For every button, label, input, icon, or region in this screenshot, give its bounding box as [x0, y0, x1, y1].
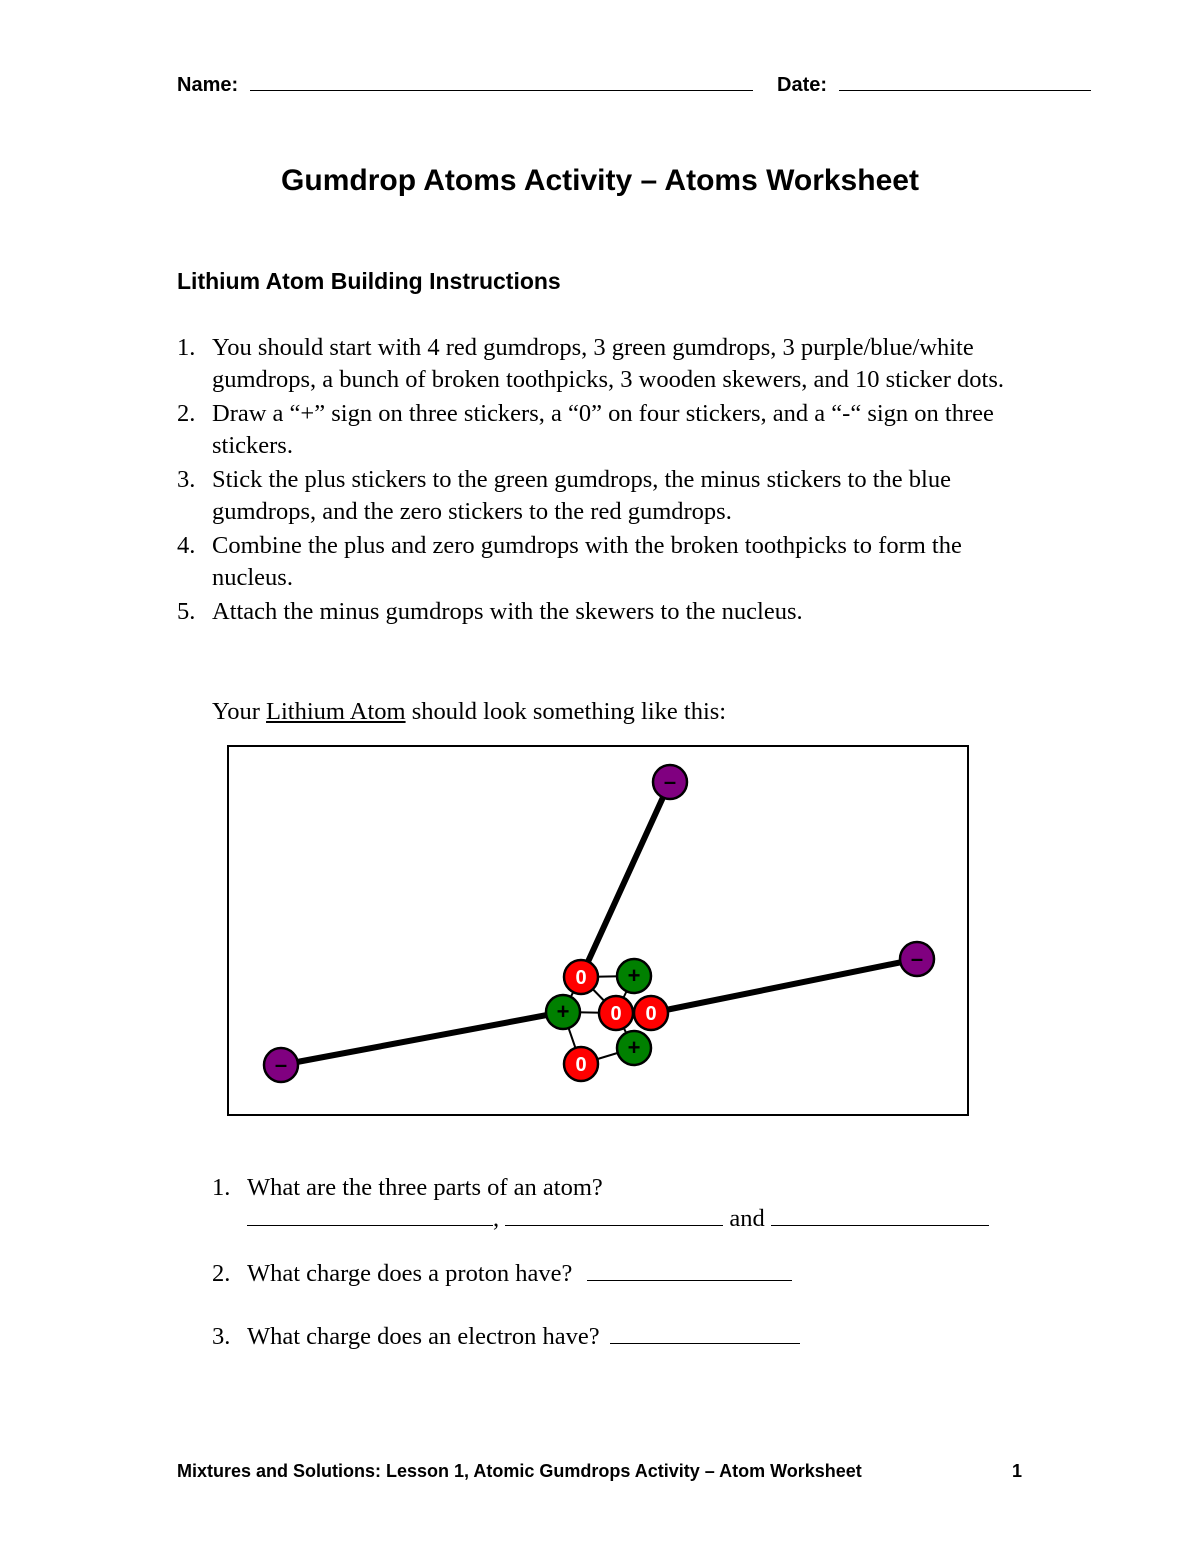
electron-sign: –	[910, 946, 924, 971]
electron-sign: –	[274, 1052, 288, 1077]
question-1: 1. What are the three parts of an atom?	[212, 1174, 603, 1201]
section-heading: Lithium Atom Building Instructions	[177, 268, 561, 294]
date-label: Date:	[777, 74, 828, 96]
page-title: Gumdrop Atoms Activity – Atoms Worksheet	[281, 164, 919, 197]
proton-gumdrop	[617, 959, 651, 993]
answer-blank-1c[interactable]	[771, 1205, 989, 1226]
electron-gumdrop	[653, 765, 687, 799]
answer-blank-2[interactable]	[587, 1260, 792, 1281]
neutron-gumdrop	[564, 1047, 598, 1081]
name-label: Name:	[177, 74, 239, 96]
neutron-sign: 0	[575, 1054, 587, 1076]
list-item: 1. You should start with 4 red gumdrops, 3 green gumdrops, 3 purple/blue/white gumdrops, a bunch of broken toothpicks, 3 wooden skewers, and 10 sticker dots.	[177, 334, 1005, 393]
neutron-sign: 0	[645, 1003, 657, 1025]
neutron-gumdrop	[634, 996, 668, 1030]
page-footer: Mixtures and Solutions: Lesson 1, Atomic Gumdrops Activity – Atom Worksheet	[177, 1461, 862, 1481]
neutron-sign: 0	[610, 1003, 622, 1025]
question-1-answers: , and	[247, 1205, 989, 1233]
proton-gumdrop	[617, 1031, 651, 1065]
date-blank[interactable]	[839, 70, 1091, 91]
name-blank[interactable]	[250, 70, 753, 91]
question-2: 2. What charge does a proton have?	[212, 1260, 792, 1288]
answer-blank-1b[interactable]	[505, 1205, 723, 1226]
answer-blank-1a[interactable]	[247, 1205, 493, 1226]
proton-gumdrop	[546, 995, 580, 1029]
proton-sign: +	[627, 963, 641, 988]
neutron-gumdrop	[599, 996, 633, 1030]
electron-gumdrop	[900, 942, 934, 976]
list-item: 4. Combine the plus and zero gumdrops with the broken toothpicks to form the nucleus.	[177, 532, 962, 591]
lithium-atom-diagram	[227, 745, 969, 1116]
list-item: 2. Draw a “+” sign on three stickers, a “0” on four stickers, and a “-“ sign on three stickers.	[177, 400, 994, 459]
list-item: 5. Attach the minus gumdrops with the skewers to the nucleus.	[177, 598, 803, 625]
name-field	[177, 70, 753, 97]
neutron-sign: 0	[575, 967, 587, 989]
skewer	[281, 1012, 563, 1065]
neutron-gumdrop	[564, 960, 598, 994]
electron-sign: –	[663, 769, 677, 794]
answer-blank-3[interactable]	[610, 1323, 800, 1344]
diagram-intro: Your Lithium Atom should look something like this:	[212, 698, 727, 725]
proton-sign: +	[556, 999, 570, 1024]
skewer	[651, 959, 917, 1013]
electron-gumdrop	[264, 1048, 298, 1082]
question-3: 3. What charge does an electron have?	[212, 1323, 800, 1351]
lithium-atom-term: Lithium Atom	[266, 698, 406, 725]
proton-sign: +	[627, 1035, 641, 1060]
instruction-list	[177, 332, 1037, 631]
skewer	[581, 782, 670, 977]
list-item: 3. Stick the plus stickers to the green gumdrops, the minus stickers to the blue gumdrops, and the zero stickers to the red gumdrops.	[177, 466, 951, 525]
page-number: 1	[1012, 1461, 1023, 1481]
atom-drawing	[229, 747, 966, 1113]
date-field	[777, 70, 1091, 97]
